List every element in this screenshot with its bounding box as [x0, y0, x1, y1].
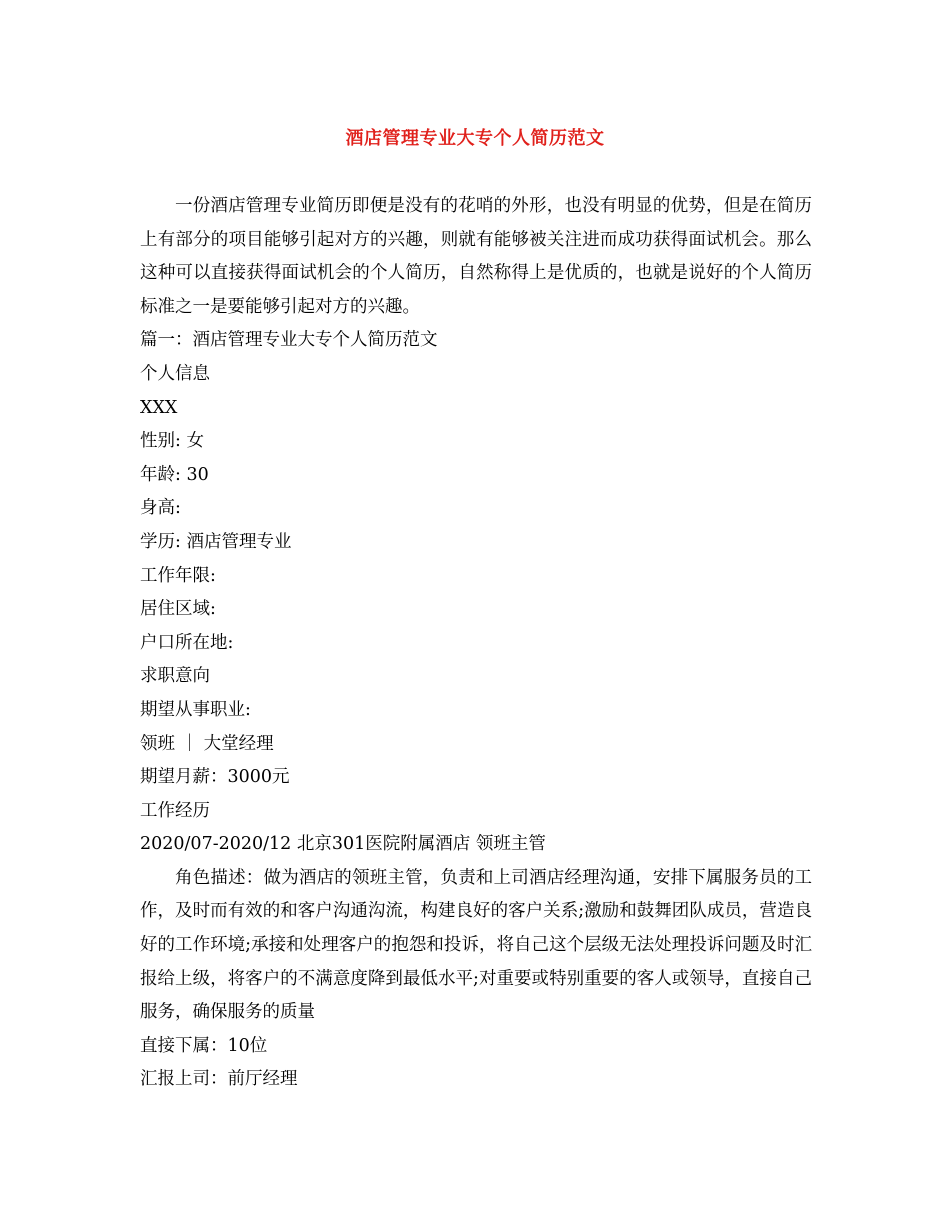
- name-line: XXX: [140, 397, 178, 418]
- desired-occupation-line: 期望从事职业:: [140, 699, 251, 720]
- residence-line: 居住区域:: [140, 599, 216, 620]
- job-intention-heading: 求职意向: [140, 666, 210, 687]
- direct-reports-line: 直接下属：10位: [140, 1035, 268, 1056]
- desired-salary-line: 期望月薪：3000元: [140, 767, 290, 788]
- intro-paragraph: 一份酒店管理专业简历即便是没有的花哨的外形，也没有明显的优势，但是在简历上有部分的项目能够引起对方的兴趣，则就有能够被关注进而成功获得面试机会。那么这种可以直接获得面试机会的个人简历，自然称得上是优质的，也就是说好的个人简历标准之一是要能够引起对方的兴趣。: [140, 196, 812, 317]
- desired-positions-line: 领班 ｜ 大堂经理: [140, 733, 274, 754]
- personal-info-heading: 个人信息: [140, 363, 210, 384]
- work-years-line: 工作年限:: [140, 565, 216, 586]
- hukou-line: 户口所在地:: [140, 632, 234, 653]
- section-heading-part-one: 篇一：酒店管理专业大专个人简历范文: [140, 330, 438, 351]
- height-line: 身高:: [140, 498, 181, 519]
- reports-to-line: 汇报上司：前厅经理: [140, 1069, 298, 1090]
- document-title: 酒店管理专业大专个人简历范文: [345, 128, 605, 149]
- job-entry-line: 2020/07-2020/12 北京301医院附属酒店 领班主管: [140, 834, 546, 855]
- age-line: 年龄: 30: [140, 464, 209, 485]
- document-body: [140, 190, 812, 1097]
- work-experience-heading: 工作经历: [140, 800, 210, 821]
- role-description-paragraph: 角色描述：做为酒店的领班主管，负责和上司酒店经理沟通，安排下属服务员的工作，及时而有效的和客户沟通沟流，构建良好的客户关系;激励和鼓舞团队成员，营造良好的工作环境;承接和处理客户的抱怨和投诉，将自己这个层级无法处理投诉问题及时汇报给上级，将客户的不满意度降到最低水平;对重要或特别重要的客人或领导，直接自己服务，确保服务的质量: [140, 867, 812, 1023]
- gender-line: 性别: 女: [140, 431, 204, 452]
- education-line: 学历: 酒店管理专业: [140, 531, 292, 552]
